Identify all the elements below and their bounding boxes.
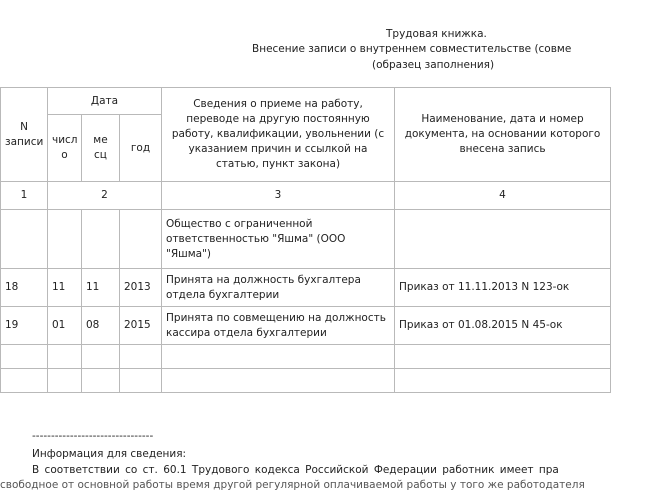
table-cell — [82, 369, 120, 393]
doc-title: Трудовая книжка. — [386, 28, 487, 40]
column-number: 2 — [48, 182, 162, 210]
record-info: Принята по совмещению на должность кассира отдела бухгалтерии — [162, 307, 395, 345]
header-day: числ о — [48, 115, 82, 182]
record-info: Принята на должность бухгалтера отдела бухгалтерии — [162, 269, 395, 307]
record-document: Приказ от 11.11.2013 N 123-ок — [395, 269, 611, 307]
table-cell — [48, 345, 82, 369]
header-record-number — [1, 88, 48, 182]
record-month: 08 — [82, 307, 120, 345]
table-cell — [162, 345, 395, 369]
record-year: 2015 — [120, 307, 162, 345]
record-number: 19 — [1, 307, 48, 345]
column-number: 4 — [395, 182, 611, 210]
table-row — [1, 210, 611, 269]
footnote-separator: -------------------------------- — [32, 430, 154, 442]
header-n: N — [20, 120, 28, 133]
doc-subtitle: Внесение записи о внутреннем совместительстве (совме — [252, 43, 572, 55]
header-month: ме сц — [82, 115, 120, 182]
table-cell — [48, 210, 82, 269]
header-record: записи — [5, 135, 44, 148]
table-row-empty — [1, 345, 611, 369]
table-cell — [162, 369, 395, 393]
table-header-row — [1, 88, 611, 115]
table-cell — [1, 369, 48, 393]
column-number: 1 — [1, 182, 48, 210]
table-cell — [395, 369, 611, 393]
record-number: 18 — [1, 269, 48, 307]
header-year: год — [120, 115, 162, 182]
table-row — [1, 307, 611, 345]
info-text-cut: свободное от основной работы время другой регулярной оплачиваемой работы у того же работодателя — [0, 479, 585, 491]
table-cell — [1, 345, 48, 369]
doc-sample-note: (образец заполнения) — [372, 59, 495, 71]
table-cell — [120, 369, 162, 393]
organization-name: Общество с ограниченной ответственностью "Яшма" (ООО "Яшма") — [162, 210, 395, 269]
record-day: 01 — [48, 307, 82, 345]
table-row — [1, 269, 611, 307]
table-cell — [120, 210, 162, 269]
table-cell — [120, 345, 162, 369]
column-number-row — [1, 182, 611, 210]
table-cell — [82, 345, 120, 369]
work-record-table — [0, 87, 611, 393]
table-cell — [1, 210, 48, 269]
header-date: Дата — [48, 88, 162, 115]
record-year: 2013 — [120, 269, 162, 307]
record-month: 11 — [82, 269, 120, 307]
header-employment-info: Сведения о приеме на работу, переводе на другую постоянную работу, квалификации, увольнении (с указанием причин и ссылкой на статью, пункт закона) — [162, 88, 395, 182]
record-document: Приказ от 01.08.2015 N 45-ок — [395, 307, 611, 345]
table-row-empty — [1, 369, 611, 393]
table-cell — [395, 345, 611, 369]
column-number: 3 — [162, 182, 395, 210]
table-cell — [395, 210, 611, 269]
table-cell — [48, 369, 82, 393]
info-heading: Информация для сведения: — [32, 448, 187, 460]
info-text: В соответствии со ст. 60.1 Трудового кодекса Российской Федерации работник имеет пра — [32, 464, 559, 476]
table-cell — [82, 210, 120, 269]
header-document: Наименование, дата и номер документа, на основании которого внесена запись — [395, 88, 611, 182]
record-day: 11 — [48, 269, 82, 307]
